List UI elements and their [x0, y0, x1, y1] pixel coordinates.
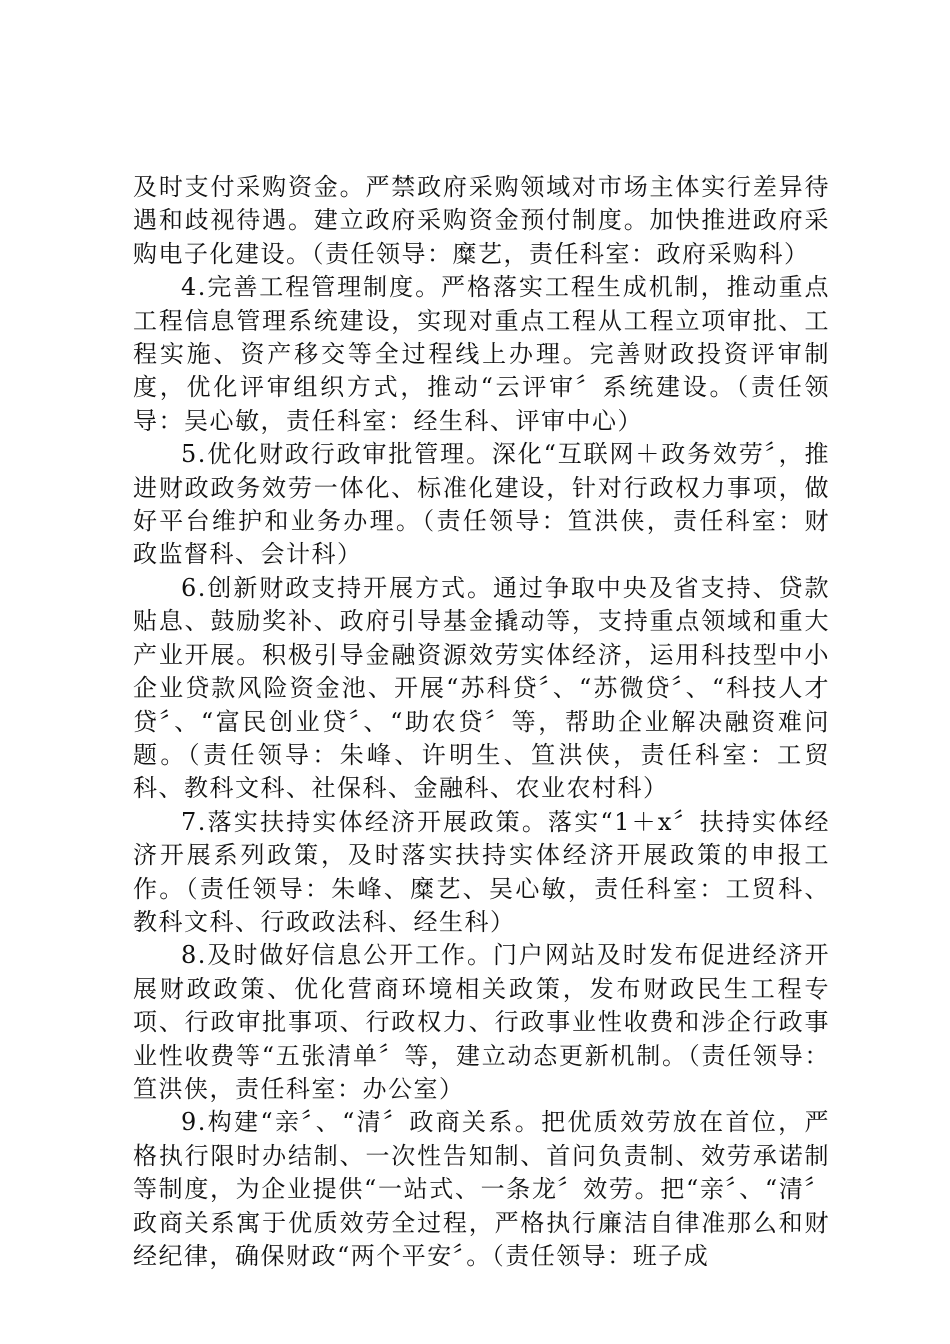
paragraph-number: 4. — [181, 273, 207, 302]
paragraph-number: 6. — [181, 573, 207, 602]
document-body — [133, 171, 830, 1273]
paragraph-text: 完善工程管理制度。严格落实工程生成机制，推动重点工程信息管理系统建设，实现对重点工程从工程立项审批、工程实施、资产移交等全过程线上办理。完善财政投资评审制度，优化评审组织方式，推动“云评审〞系统建设。（责任领导：吴心敏，责任科室：经生科、评审中心） — [133, 273, 830, 435]
paragraph-text: 优化财政行政审批管理。深化“互联网＋政务效劳〞，推进财政政务效劳一体化、标准化建设，针对行政权力事项，做好平台维护和业务办理。（责任领导：笪洪侠，责任科室：财政监督科、会计科） — [133, 440, 830, 569]
paragraph-text: 落实扶持实体经济开展政策。落实“1＋x〞扶持实体经济开展系列政策，及时落实扶持实体经济开展政策的申报工作。（责任领导：朱峰、糜艺、吴心敏，责任科室：工贸科、教科文科、行政政法科、经生科） — [133, 807, 830, 936]
paragraph-text: 及时支付采购资金。严禁政府采购领域对市场主体实行差异待遇和歧视待遇。建立政府采购资金预付制度。加快推进政府采购电子化建设。（责任领导：糜艺，责任科室：政府采购科） — [133, 173, 830, 268]
paragraph-text: 及时做好信息公开工作。门户网站及时发布促进经济开展财政政策、优化营商环境相关政策，发布财政民生工程专项、行政审批事项、行政权力、行政事业性收费和涉企行政事业性收费等“五张清单〞等，建立动态更新机制。（责任领导：笪洪侠，责任科室：办公室） — [133, 941, 830, 1103]
paragraph-9 — [133, 1106, 830, 1273]
paragraph-8 — [133, 939, 830, 1106]
paragraph-3-continued — [133, 171, 830, 271]
paragraph-7 — [133, 806, 830, 940]
paragraph-text: 创新财政支持开展方式。通过争取中央及省支持、贷款贴息、鼓励奖补、政府引导基金撬动等，支持重点领域和重大产业开展。积极引导金融资源效劳实体经济，运用科技型中小企业贷款风险资金池、开展“苏科贷〞、“苏微贷〞、“科技人才贷〞、“富民创业贷〞、“助农贷〞等，帮助企业解决融资难问题。（责任领导：朱峰、许明生、笪洪侠，责任科室：工贸科、教科文科、社保科、金融科、农业农村科） — [133, 573, 830, 803]
paragraph-5 — [133, 438, 830, 572]
paragraph-number: 9. — [181, 1108, 207, 1137]
paragraph-6 — [133, 572, 830, 806]
paragraph-number: 5. — [181, 440, 207, 469]
paragraph-4 — [133, 271, 830, 438]
paragraph-number: 7. — [181, 807, 207, 836]
paragraph-text: 构建“亲〞、“清〞政商关系。把优质效劳放在首位，严格执行限时办结制、一次性告知制、首问负责制、效劳承诺制等制度，为企业提供“一站式、一条龙〞效劳。把“亲〞、“清〞政商关系寓于优质效劳全过程，严格执行廉洁自律准那么和财经纪律，确保财政“两个平安〞。（责任领导：班子成 — [133, 1108, 830, 1270]
paragraph-number: 8. — [181, 941, 207, 970]
